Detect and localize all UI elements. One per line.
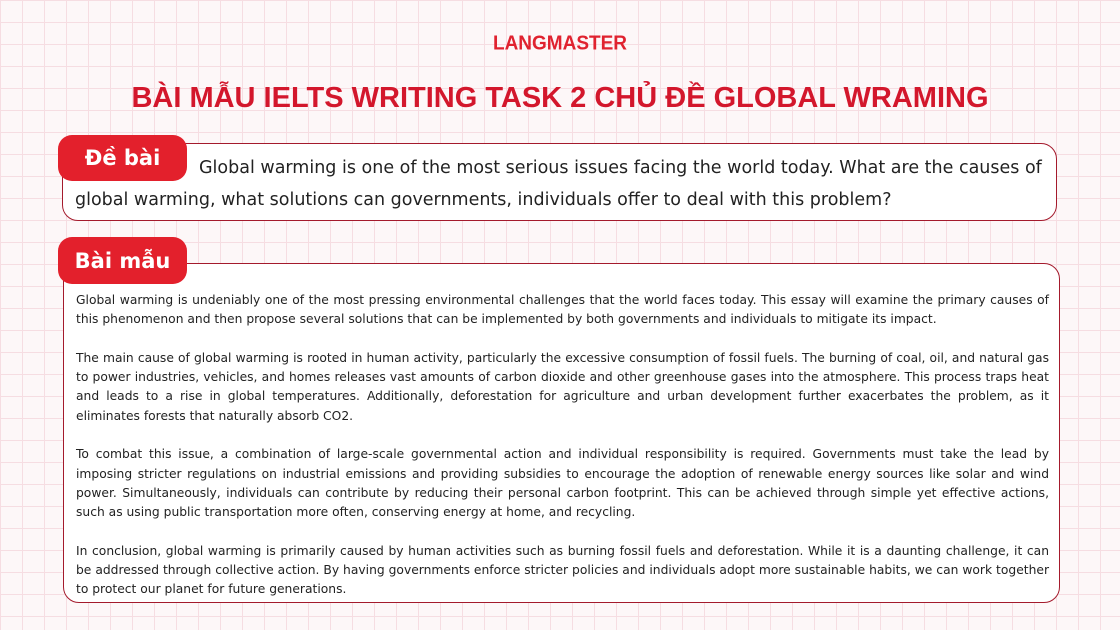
essay-label: Bài mẫu (58, 237, 187, 284)
langmaster-logo: LANGMASTER (492, 32, 628, 55)
prompt-text: Global warming is one of the most serious issues facing the world today. What are the causes of global warming, what solutions can governments, individuals offer to deal with this problem? (75, 158, 1042, 210)
essay-box (63, 263, 1060, 603)
page-title: BÀI MẪU IELTS WRITING TASK 2 CHỦ ĐỀ GLOBAL WRAMING (131, 82, 989, 114)
essay-paragraph: Global warming is undeniably one of the most pressing environmental challenges that the world faces today. This essay will examine the primary causes of this phenomenon and then propose several solutions that can be implemented by both governments and individuals to mitigate its impact. (76, 293, 1049, 327)
essay-paragraph: The main cause of global warming is rooted in human activity, particularly the excessive consumption of fossil fuels. The burning of coal, oil, and natural gas to power industries, vehicles, and homes releases vast amounts of carbon dioxide and other greenhouse gases into the atmosphere. This process traps heat and leads to a rise in global temperatures. Additionally, deforestation for agriculture and urban development further exacerbates the problem, as it eliminates forests that naturally absorb CO2. (76, 350, 1049, 423)
prompt-label: Đề bài (58, 135, 187, 181)
essay-paragraph: To combat this issue, a combination of large-scale governmental action and individual responsibility is required. Governments must take the lead by imposing stricter regulations on industrial emissions and providing subsidies to encourage the adoption of renewable energy sources like solar and wind power. Simultaneously, individuals can contribute by reducing their personal carbon footprint. This can be achieved through simple yet effective actions, such as using public transportation more often, conserving energy at home, and recycling. (76, 447, 1049, 520)
essay-paragraph: In conclusion, global warming is primarily caused by human activities such as burning fossil fuels and deforestation. While it is a daunting challenge, it can be addressed through collective action. By having governments enforce stricter policies and individuals adopt more sustainable habits, we can work together to protect our planet for future generations. (76, 543, 1049, 597)
prompt-box (62, 143, 1057, 221)
